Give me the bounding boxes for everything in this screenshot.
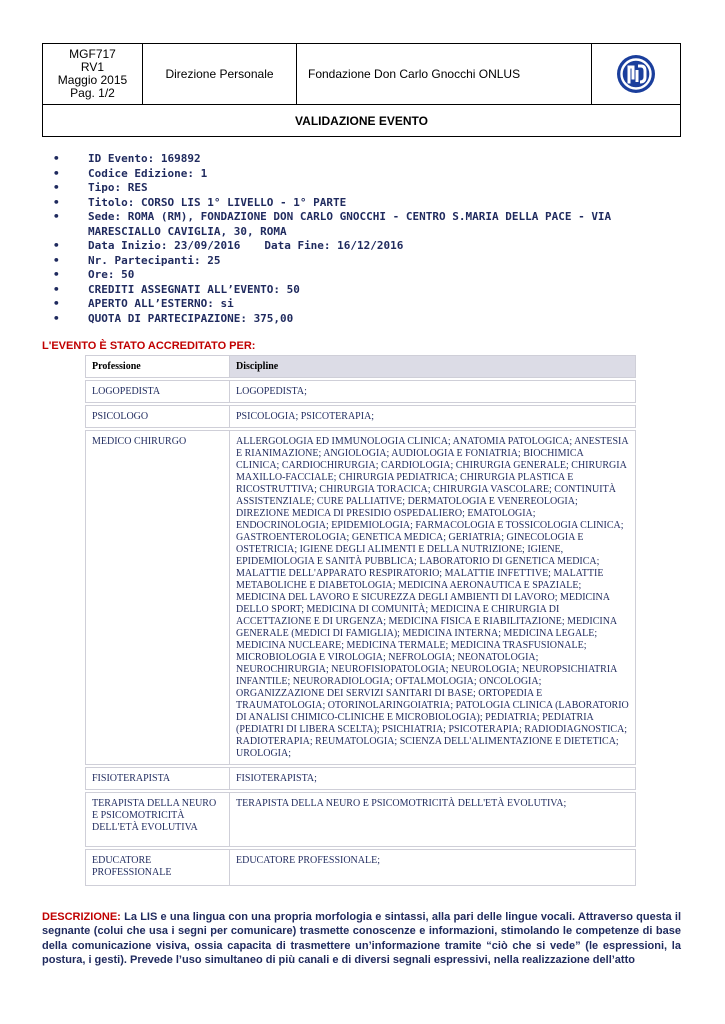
event-fee: • QUOTA DI PARTECIPAZIONE: 375,00 [50, 312, 650, 327]
accreditation-table [85, 355, 636, 886]
department-cell [143, 44, 297, 104]
disciplines-cell: TERAPISTA DELLA NEURO E PSICOMOTRICITÀ DELL'ETÀ EVOLUTIVA; [230, 793, 635, 846]
profession-cell: LOGOPEDISTA [86, 381, 230, 402]
document-revision: RV1 [80, 60, 105, 74]
profession-cell: MEDICO CHIRURGO [86, 431, 230, 764]
profession-cell: PSICOLOGO [86, 406, 230, 427]
event-participants: • Nr. Partecipanti: 25 [50, 254, 650, 269]
department-name: Direzione Personale [165, 67, 274, 81]
form-title: VALIDAZIONE EVENTO [295, 113, 428, 128]
disciplines-cell: PSICOLOGIA; PSICOTERAPIA; [230, 406, 635, 427]
disciplines-cell: FISIOTERAPISTA; [230, 768, 635, 789]
profession-cell: TERAPISTA DELLA NEURO E PSICOMOTRICITÀ DELL'ETÀ EVOLUTIVA [86, 793, 230, 846]
event-id: • ID Evento: 169892 [50, 152, 650, 167]
event-start-date: Data Inizio: 23/09/2016 [88, 239, 241, 252]
organization-cell [297, 44, 592, 104]
document-header [42, 43, 681, 137]
event-description [42, 910, 681, 968]
table-header-row [85, 355, 636, 378]
event-details-list [50, 152, 650, 326]
gnocchi-logo-icon [616, 54, 656, 94]
column-header-profession: Professione [86, 356, 230, 377]
logo-cell [592, 44, 680, 104]
profession-cell: EDUCATORE PROFESSIONALE [86, 850, 230, 885]
table-row [85, 430, 636, 765]
table-row [85, 767, 636, 790]
event-venue: • Sede: ROMA (RM), FONDAZIONE DON CARLO GNOCCHI - CENTRO S.MARIA DELLA PACE - VIA MARESCIALLO CAVIGLIA, 30, ROMA [50, 210, 650, 239]
organization-name: Fondazione Don Carlo Gnocchi ONLUS [308, 67, 521, 81]
event-type: • Tipo: RES [50, 181, 650, 196]
table-row [85, 792, 636, 847]
document-page: Pag. 1/2 [70, 86, 115, 100]
table-row [85, 405, 636, 428]
event-title: • Titolo: CORSO LIS 1° LIVELLO - 1° PARTE [50, 196, 650, 211]
event-dates [50, 239, 650, 254]
event-end-date: Data Fine: 16/12/2016 [264, 239, 404, 252]
event-edition: • Codice Edizione: 1 [50, 167, 650, 182]
event-open: • APERTO ALL’ESTERNO: si [50, 297, 650, 312]
description-label: DESCRIZIONE: [42, 911, 121, 923]
profession-cell: FISIOTERAPISTA [86, 768, 230, 789]
event-hours: • Ore: 50 [50, 268, 650, 283]
disciplines-cell: LOGOPEDISTA; [230, 381, 635, 402]
event-credits: • CREDITI ASSEGNATI ALL’EVENTO: 50 [50, 283, 650, 298]
form-title-row [43, 105, 680, 136]
table-row [85, 849, 636, 886]
description-text: La LIS e una lingua con una propria morfologia e sintassi, alla pari delle lingue vocali. Attraverso questa il segnante (colui che usa i segni per comunicare) trasmette conoscenze e informazioni, stimolando le competenze di base della comunicazione visiva, ossia capacita di trasmettere un’informazione tramite “ciò che si vede” (le espressioni, la postura, i gesti). Prevede l’uso simultaneo di più canali e di diversi segnali espressivi, nella realizzazione dell’atto [42, 911, 681, 967]
disciplines-cell: EDUCATORE PROFESSIONALE; [230, 850, 635, 885]
document-code-cell [43, 44, 143, 104]
header-top-row [43, 44, 680, 105]
document-date: Maggio 2015 [57, 73, 128, 87]
column-header-disciplines: Discipline [236, 361, 279, 372]
disciplines-cell: ALLERGOLOGIA ED IMMUNOLOGIA CLINICA; ANATOMIA PATOLOGICA; ANESTESIA E RIANIMAZIONE; ANGIOLOGIA; AUDIOLOGIA E FONIATRIA; BIOCHIMICA CLINICA; CARDIOCHIRURGIA; CARDIOLOGIA; CHIRURGIA GENERALE; CHIRURGIA MAXILLO-FACCIALE; CHIRURGIA PEDIATRICA; CHIRURGIA PLASTICA E RICOSTRUTTIVA; CHIRURGIA TORACICA; CHIRURGIA VASCOLARE; CONTINUITÀ ASSISTENZIALE; CURE PALLIATIVE; DERMATOLOGIA E VENEREOLOGIA; DIREZIONE MEDICA DI PRESIDIO OSPEDALIERO; EMATOLOGIA; ENDOCRINOLOGIA; EPIDEMIOLOGIA; FARMACOLOGIA E TOSSICOLOGIA CLINICA; GASTROENTEROLOGIA; GENETICA MEDICA; GERIATRIA; GINECOLOGIA E OSTETRICIA; IGIENE DEGLI ALIMENTI E DELLA NUTRIZIONE; IGIENE, EPIDEMIOLOGIA E SANITÀ PUBBLICA; LABORATORIO DI GENETICA MEDICA; MALATTIE DELL'APPARATO RESPIRATORIO; MALATTIE INFETTIVE; MALATTIE METABOLICHE E DIABETOLOGIA; MEDICINA AERONAUTICA E SPAZIALE; MEDICINA DEL LAVORO E SICUREZZA DEGLI AMBIENTI DI LAVORO; MEDICINA DELLO SPORT; MEDICINA DI COMUNITÀ; MEDICINA E CHIRURGIA DI ACCETTAZIONE E DI URGENZA; MEDICINA FISICA E RIABILITAZIONE; MEDICINA GENERALE (MEDICI DI FAMIGLIA); MEDICINA INTERNA; MEDICINA LEGALE; MEDICINA NUCLEARE; MEDICINA TERMALE; MEDICINA TRASFUSIONALE; MICROBIOLOGIA E VIROLOGIA; NEFROLOGIA; NEONATOLOGIA; NEUROCHIRURGIA; NEUROFISIOPATOLOGIA; NEUROLOGIA; NEUROPSICHIATRIA INFANTILE; NEURORADIOLOGIA; OFTALMOLOGIA; ONCOLOGIA; ORGANIZZAZIONE DEI SERVIZI SANITARI DI BASE; ORTOPEDIA E TRAUMATOLOGIA; OTORINOLARINGOIATRIA; PATOLOGIA CLINICA (LABORATORIO DI ANALISI CHIMICO-CLINICHE E MICROBIOLOGIA); PEDIATRIA; PEDIATRIA (PEDIATRI DI LIBERA SCELTA); PSICHIATRIA; PSICOTERAPIA; RADIODIAGNOSTICA; RADIOTERAPIA; REUMATOLOGIA; SCIENZA DELL'ALIMENTAZIONE E DIETETICA; UROLOGIA; [230, 431, 635, 764]
accreditation-title: L'EVENTO È STATO ACCREDITATO PER: [42, 340, 256, 352]
document-code: MGF717 [69, 47, 116, 61]
table-row [85, 380, 636, 403]
